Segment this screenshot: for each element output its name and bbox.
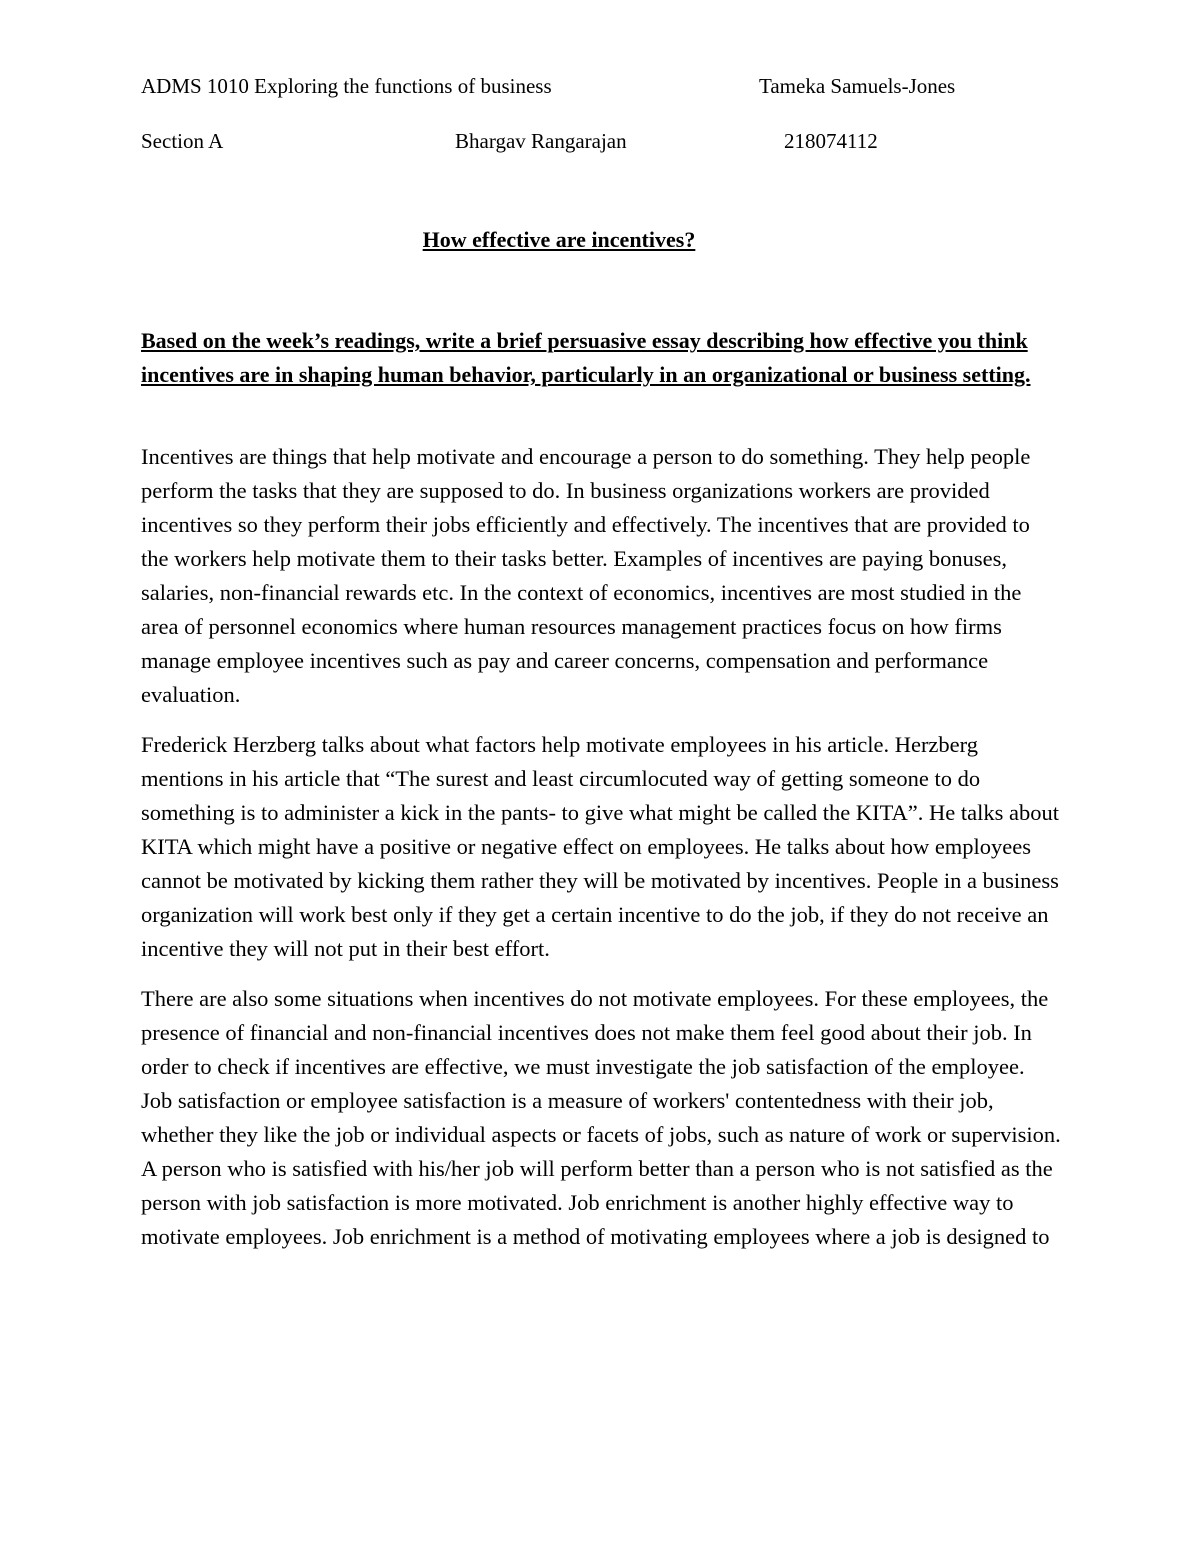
student-id: 218074112 (784, 129, 878, 153)
course-title: ADMS 1010 Exploring the functions of business (141, 74, 552, 98)
essay-prompt: Based on the week’s readings, write a brief persuasive essay describing how effective you think incentives are in shaping human behavior, particularly in an organizational or business setting. (141, 328, 1031, 387)
instructor-name: Tameka Samuels-Jones (759, 74, 956, 98)
essay-title: How effective are incentives? (422, 227, 696, 252)
student-name: Bhargav Rangarajan (455, 129, 627, 153)
paragraph-3: There are also some situations when incentives do not motivate employees. For these employees, the presence of financial and non-financial incentives does not make them feel good about their job. In order to check if incentives are effective, we must investigate the job satisfaction of the employee. Job satisfaction or employee satisfaction is a measure of workers' contentedness with their job, whether they like the job or individual aspects or facets of jobs, such as nature of work or supervision. A person who is satisfied with his/her job will perform better than a person who is not satisfied as the person with job satisfaction is more motivated. Job enrichment is another highly effective way to motivate employees. Job enrichment is a method of motivating employees where a job is designed to (141, 986, 1061, 1249)
paragraph-1: Incentives are things that help motivate and encourage a person to do something. They help people perform the tasks that they are supposed to do. In business organizations workers are provided incentives so they perform their jobs efficiently and effectively. The incentives that are provided to the workers help motivate them to their tasks better. Examples of incentives are paying bonuses, salaries, non-financial rewards etc. In the context of economics, incentives are most studied in the area of personnel economics where human resources management practices focus on how firms manage employee incentives such as pay and career concerns, compensation and performance evaluation. (141, 444, 1031, 707)
essay-body (141, 440, 1061, 1270)
paragraph-2: Frederick Herzberg talks about what factors help motivate employees in his article. Herzberg mentions in his article that “The surest and least circumlocuted way of getting someone to do something is to administer a kick in the pants- to give what might be called the KITA”. He talks about KITA which might have a positive or negative effect on employees. He talks about how employees cannot be motivated by kicking them rather they will be motivated by incentives. People in a business organization will work best only if they get a certain incentive to do the job, if they do not receive an incentive they will not put in their best effort. (141, 732, 1059, 961)
section-label: Section A (141, 129, 224, 153)
